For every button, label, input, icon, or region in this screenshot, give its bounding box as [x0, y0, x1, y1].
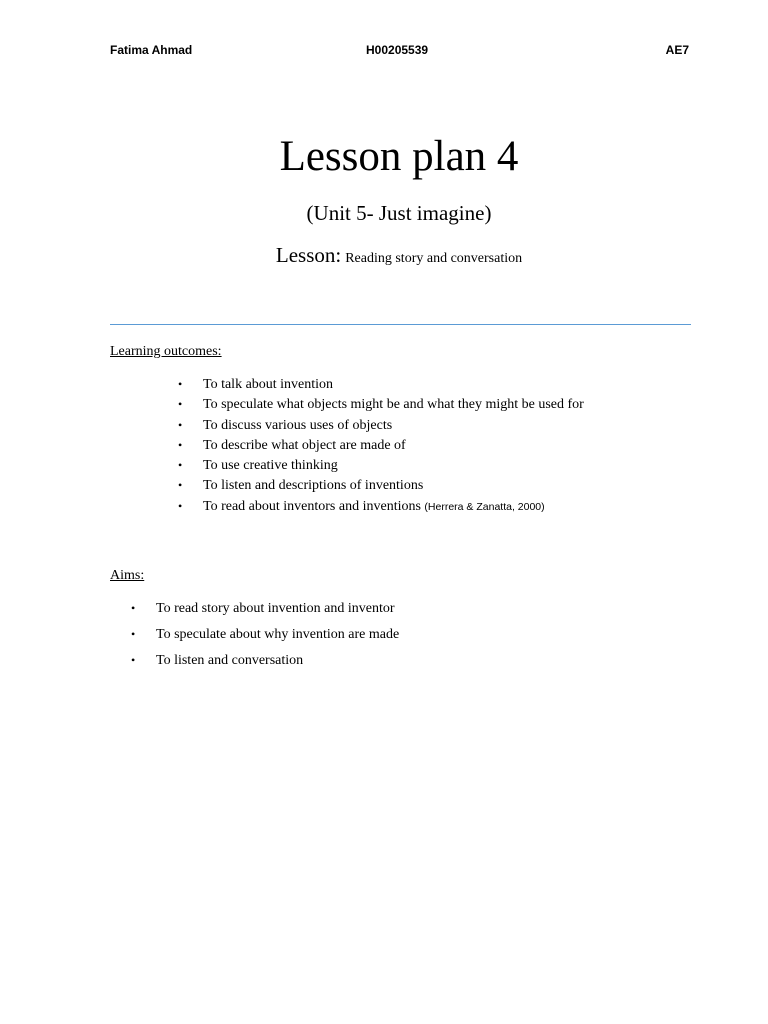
lesson-label: Lesson: — [275, 243, 342, 267]
list-item-text: To discuss various uses of objects — [203, 417, 393, 433]
list-item — [178, 477, 584, 497]
list-item-text: To read story about invention and inventor — [156, 601, 395, 616]
list-item — [178, 457, 584, 477]
course-code: AE7 — [665, 43, 689, 57]
list-item-text: To use creative thinking — [203, 458, 338, 474]
list-item — [178, 498, 584, 518]
author-name: Fatima Ahmad — [110, 43, 193, 57]
learning-outcomes-heading: Learning outcomes: — [110, 344, 222, 359]
page-header — [110, 43, 690, 61]
aims-list — [131, 600, 400, 678]
bullet-icon: • — [178, 478, 183, 493]
list-item — [178, 417, 584, 437]
citation: (Herrera & Zanatta, 2000) — [424, 500, 545, 513]
bullet-icon: • — [178, 458, 183, 473]
page-subtitle: (Unit 5- Just imagine) — [306, 201, 492, 225]
list-item-text: To read about inventors and inventions — [203, 498, 421, 514]
bullet-icon: • — [178, 417, 183, 432]
aims-heading: Aims: — [110, 568, 145, 583]
bullet-icon: • — [178, 377, 183, 391]
bullet-icon: • — [178, 437, 183, 452]
list-item-text: To describe what object are made of — [203, 437, 406, 453]
list-item — [131, 652, 399, 678]
bullet-icon: • — [131, 627, 136, 641]
list-item — [131, 626, 400, 652]
list-item-text: To listen and descriptions of inventions — [203, 478, 424, 494]
lesson-value: Reading story and conversation — [345, 251, 523, 266]
list-item-text: To speculate what objects might be and what they might be used for — [203, 397, 584, 413]
student-id: H00205539 — [366, 43, 429, 57]
list-item — [131, 600, 399, 626]
list-item — [178, 396, 584, 416]
learning-outcomes-list — [178, 376, 584, 518]
bullet-icon: • — [178, 397, 183, 412]
list-item-text: To speculate about why invention are made — [156, 627, 400, 642]
bullet-icon: • — [131, 653, 136, 667]
list-item — [178, 376, 584, 396]
list-item-text: To listen and conversation — [156, 653, 304, 668]
bullet-icon: • — [131, 601, 136, 615]
list-item — [178, 437, 584, 457]
bullet-icon: • — [178, 498, 183, 513]
list-item-text: To talk about invention — [203, 377, 334, 392]
lesson-line — [0, 241, 768, 273]
horizontal-divider — [110, 324, 691, 325]
page-title: Lesson plan 4 — [279, 133, 519, 180]
